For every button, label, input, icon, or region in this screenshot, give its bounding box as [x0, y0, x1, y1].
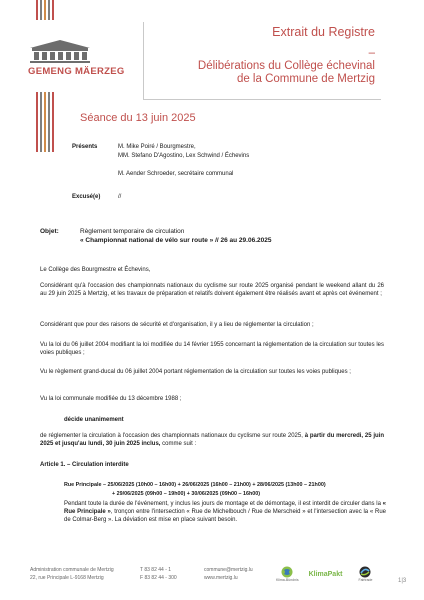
footer-email[interactable]: commune@mertzig.lu [204, 567, 253, 573]
klimapakt-text: KlimaPakt [308, 570, 343, 578]
article-1-title: Article 1. – Circulation interdite [40, 462, 129, 468]
stripe [48, 0, 50, 20]
footer-address [30, 566, 114, 582]
objet-line-2: « Championnat national de vélo sur route » // 26 au 29.06.2025 [80, 237, 272, 244]
stripe [36, 0, 38, 20]
paragraph-6-period: à partir du mercredi, 25 juin 2025 et jusqu'au lundi, 30 juin 2025 inclus, [40, 433, 385, 447]
stripe [52, 92, 54, 152]
fairtrade-icon [359, 566, 371, 578]
paragraph-2: Considérant que pour des raisons de sécurité et d'organisation, il y a lieu de réglementer la circulation ; [40, 322, 314, 328]
paragraph-6-a: de réglementer la circulation à l'occasion des championnats nationaux du cyclisme sur route 2025, [40, 433, 303, 439]
footer-admin: Administration communale de Mertzig [30, 567, 114, 573]
fairtrade-logo [358, 566, 372, 582]
page-number: 1|3 [398, 578, 407, 584]
stripe [52, 0, 54, 20]
title-dash: – [368, 47, 375, 59]
stripe [44, 92, 46, 152]
register-subtitle-1: Délibérations du Collège échevinal [197, 60, 375, 72]
session-date: Séance du 13 juin 2025 [80, 112, 196, 124]
objet-line-1: Règlement temporaire de circulation [80, 228, 185, 235]
paragraph-3: Vu la loi du 06 juillet 2004 modifiant la loi modifiée du 14 février 1955 concernant la réglementation de la circulation sur toutes les voies publiques ; [40, 342, 384, 356]
stripe [48, 92, 50, 152]
footer-web[interactable]: www.mertzig.lu [204, 575, 238, 581]
excuses-value: // [118, 194, 122, 200]
article-1-dates [64, 481, 386, 489]
stripe [36, 92, 38, 152]
footer-fax: F 83 82 44 - 300 [140, 575, 177, 581]
decision-label: décide unanimement [64, 417, 124, 423]
side-stripes [36, 92, 54, 152]
paragraph-5: Vu la loi communale modifiée du 13 décembre 1988 ; [40, 396, 182, 402]
klima-buendnis-logo [276, 566, 299, 582]
fairtrade-text: Fairtrade [358, 578, 373, 582]
globe-icon [281, 566, 293, 578]
footer-phone [140, 566, 177, 582]
intro-paragraph: Le Collège des Bourgmestre et Échevins, [40, 267, 151, 273]
klimapakt-logo [309, 571, 343, 578]
presents-line-1: M. Mike Poiré / Bourgmestre, [118, 144, 196, 150]
commune-logo [28, 38, 125, 77]
paragraph-6-c: comme suit : [160, 441, 197, 447]
logo-text: GEMENG MÄERZEG [28, 66, 125, 77]
article-1-dates-2: + 29/06/2025 (09h00 – 19h00) + 30/06/2025 (09h00 – 16h00) [112, 491, 261, 497]
article-1-dates-1: – 25/06/2025 (10h00 – 16h00) + 26/06/2025 (16h00 – 21h00) + 28/06/2025 (13h00 – 21h00) [101, 482, 326, 488]
paragraph-4: Vu le règlement grand-ducal du 06 juillet 2004 portant réglementation de la circulation sur toutes les voies publiques ; [40, 369, 351, 375]
register-title-box [143, 22, 381, 100]
stripe [40, 92, 42, 152]
article-1-text-c: , tronçon entre l'intersection « Rue de Michelbouch / Rue de Merscheid » et l'intersection avec la « Rue de Colmar-Berg ». La déviation est mise en place suivant besoin. [64, 509, 386, 523]
presents-label: Présents [72, 144, 98, 150]
register-subtitle-2: de la Commune de Mertzig [236, 73, 375, 85]
footer-street: 22, rue Principale L-9168 Mertzig [30, 575, 104, 581]
presents-line-3: M. Aender Schroeder, secrétaire communal [118, 171, 234, 177]
klima-buendnis-text: Klima-Bündnis [276, 578, 299, 582]
article-1-text-a: Pendant toute la durée de l'événement, y inclus les jours de montage et de démontage, il est interdit de circuler dans la [64, 501, 383, 507]
town-hall-icon [28, 38, 92, 64]
paragraph-1: Considérant qu'à l'occasion des championnats nationaux du cyclisme sur route 2025 organisé pendant le weekend allant du 26 au 29 juin 2025 à Mertzig, et les travaux de préparation et relatifs doivent également être réalisés avant et après cet événement ; [40, 283, 384, 297]
presents-line-2: MM. Stefano D'Agostino, Lex Schwind / Échevins [118, 153, 250, 159]
stripe [44, 0, 46, 20]
register-title: Extrait du Registre [272, 25, 375, 39]
article-1-text [64, 500, 386, 524]
footer-tel: T 83 82 44 - 1 [140, 567, 172, 573]
objet-label: Objet: [40, 228, 59, 235]
footer-contact [204, 566, 253, 582]
stripe [40, 0, 42, 20]
footer-logos [276, 566, 372, 582]
excuses-label: Excusé(e) [72, 194, 101, 200]
article-1-text-street: « Rue Principale » [64, 501, 386, 515]
article-1-street: Rue Principale [64, 482, 102, 488]
header-stripes [36, 0, 54, 20]
paragraph-6 [40, 432, 384, 448]
